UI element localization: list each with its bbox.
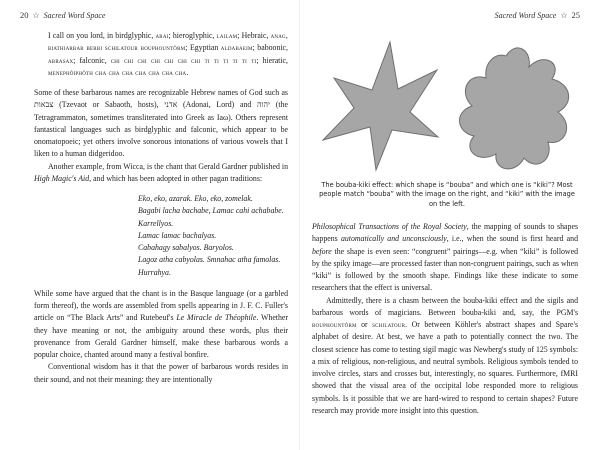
text-run: יהוה xyxy=(257,100,271,110)
text-run: the shape is even seen: “congruent” pairings—e.g. when “kiki” is followed by the spiky image—are processed faster than non-congruent pairings, such as when “kiki” is followed by the smooth shape. Findings like these indicate to some researchers that the effect is universal. xyxy=(312,246,578,293)
text-run: , and which has been adopted in other pagan traditions: xyxy=(89,173,263,183)
bouba-shape xyxy=(459,48,568,169)
star-ornament-icon: ☆ xyxy=(32,10,40,20)
text-run: ; falconic, xyxy=(73,55,111,65)
text-run: ; baboonic, xyxy=(252,43,289,53)
text-run: Another example, from Wicca, is the chant that Gerald Gardner published in xyxy=(48,161,288,171)
chant-block xyxy=(34,193,288,279)
right-page-number: 25 xyxy=(571,10,580,20)
invocation-quote xyxy=(34,30,288,79)
text-run: I call on you lord, in birdglyphic, xyxy=(48,31,156,40)
text-run: . xyxy=(186,67,189,77)
chant-line: Lamac lamac bachalyas. xyxy=(138,230,217,240)
bouba-kiki-svg xyxy=(310,32,580,182)
text-run: Philosophical Transactions of the Royal Society xyxy=(312,222,467,231)
text-run: abrasax xyxy=(48,55,74,65)
text-run: before xyxy=(312,246,332,256)
text-run: automatically and unconsciously xyxy=(340,234,447,244)
text-run: Conventional wisdom has it that the power of barbarous words resides in their sound, and not their meaning: they are intentionally xyxy=(34,362,288,384)
text-run: . Whether they have meaning or not, the ambiguity around these words, plus their provenance from Gerald Gardner himself, make these barbarous words a popular choice, chanted around many a festival bonfire. xyxy=(34,313,288,359)
right-running-title: Sacred Word Space xyxy=(494,10,557,20)
text-run: While some have argued that the chant is in the Basque language (or a garbled form thereof), the words are assembled from spells appearing in J. F. C. Fuller's article on “The Black Arts” and Rutebeuf's xyxy=(34,288,288,323)
figure-caption: The bouba-kiki effect: which shape is “bouba” and which one is “kiki”? Most people match “bouba” with the image on the right, and “kiki” with the image on the left. xyxy=(319,181,575,208)
left-running-head xyxy=(20,10,105,20)
text-run: bouphountôrm xyxy=(312,320,357,329)
text-run: . Or between Köhler's abstract shapes and Spare's alphabet of desire. At best, we have a path to potentially connect the two. The closest science has come to testing sigil magic was Newberg's study of 125 symbols: a mix of religious, non-religious, and neutral symbols. Religious symbols tended to involve circles, stars and crosses but, interestingly, no squares. Furthermore, fMRI showed that the visual area of the occipital lobe responded more to religious symbols. Is it possible that we are hard-wired to respond to certain shapes? Future research may provide more insight into this question. xyxy=(312,320,578,415)
text-run: lailam xyxy=(216,31,238,40)
text-run: ; Egyptian xyxy=(185,43,221,53)
text-run: or xyxy=(356,320,373,329)
chant-line: Karrellyos. xyxy=(138,218,174,228)
left-running-title: Sacred Word Space xyxy=(43,10,106,20)
conventional-wisdom-paragraph xyxy=(34,361,288,386)
text-run: אדני xyxy=(164,100,178,110)
text-run: צבאות xyxy=(34,100,54,110)
chant-line: Lagoz atha cabyolas. Smnahac atha famolas. xyxy=(138,255,281,265)
right-body-text xyxy=(312,221,578,417)
hebrew-names-paragraph xyxy=(34,87,288,161)
basque-paragraph xyxy=(34,288,288,362)
kiki-shape xyxy=(323,42,438,170)
chant-line: Bagabi lacha bachabe, Lamac cahi achababe. xyxy=(138,206,284,216)
text-run: schilatour xyxy=(372,320,406,329)
text-run: , the mapping of sounds to shapes happens xyxy=(312,222,578,244)
right-running-head xyxy=(495,10,580,20)
text-run: chi chi chi chi chi chi chi ti ti ti ti ti ti xyxy=(110,55,257,65)
text-run: , i.e., when the sound is first heard and xyxy=(446,234,578,244)
chant-line: Hurrahya. xyxy=(138,267,171,277)
text-run: ; hieratic, xyxy=(256,55,288,65)
chant-line: Cabahagy sabalyos. Baryolos. xyxy=(138,243,234,252)
text-run: (Adonai, Lord) and xyxy=(177,100,257,110)
text-run: Admittedly, there is a chasm between the bouba-kiki effect and the sigils and barbarous words of magicians. Between bouba-kiki and, say, the PGM's xyxy=(312,295,578,317)
text-run: (the Tetragrammaton, sometimes transliterated into Greek as Iaω). Others represent fantastical languages such as birdglyphic and falconic, which appear to be onomatopoeic; yet others involve sonorous intonations of various vowels that I liken to a human didgeridoo. xyxy=(34,100,288,159)
text-run: aldabaeim xyxy=(220,43,253,53)
wicca-paragraph xyxy=(34,161,288,186)
left-body-text xyxy=(34,30,288,386)
text-run: anag, biathiarbar berbi schilatour bouphountôrm xyxy=(48,31,288,53)
royal-society-paragraph xyxy=(312,221,578,295)
left-page-number: 20 xyxy=(20,10,29,20)
text-run: High Magic's Aid xyxy=(34,173,90,183)
text-run: (Tzevaot or Sabaoth, hosts), xyxy=(53,100,165,110)
text-run: ; Hebraic, xyxy=(237,31,271,40)
text-run: ; hieroglyphic, xyxy=(168,31,217,40)
text-run: arai xyxy=(155,31,169,40)
text-run: Le Miracle de Théophile xyxy=(176,313,257,323)
chasm-paragraph xyxy=(312,295,578,418)
chant-line: Eko, eko, azarak. Eko, eko, zomelak. xyxy=(138,194,253,203)
bouba-kiki-figure xyxy=(310,32,580,182)
text-run: menephôiphôth cha cha cha cha cha cha cha xyxy=(48,67,187,77)
star-ornament-icon: ☆ xyxy=(560,10,568,20)
text-run: Some of these barbarous names are recognizable Hebrew names of God such as xyxy=(34,88,288,97)
